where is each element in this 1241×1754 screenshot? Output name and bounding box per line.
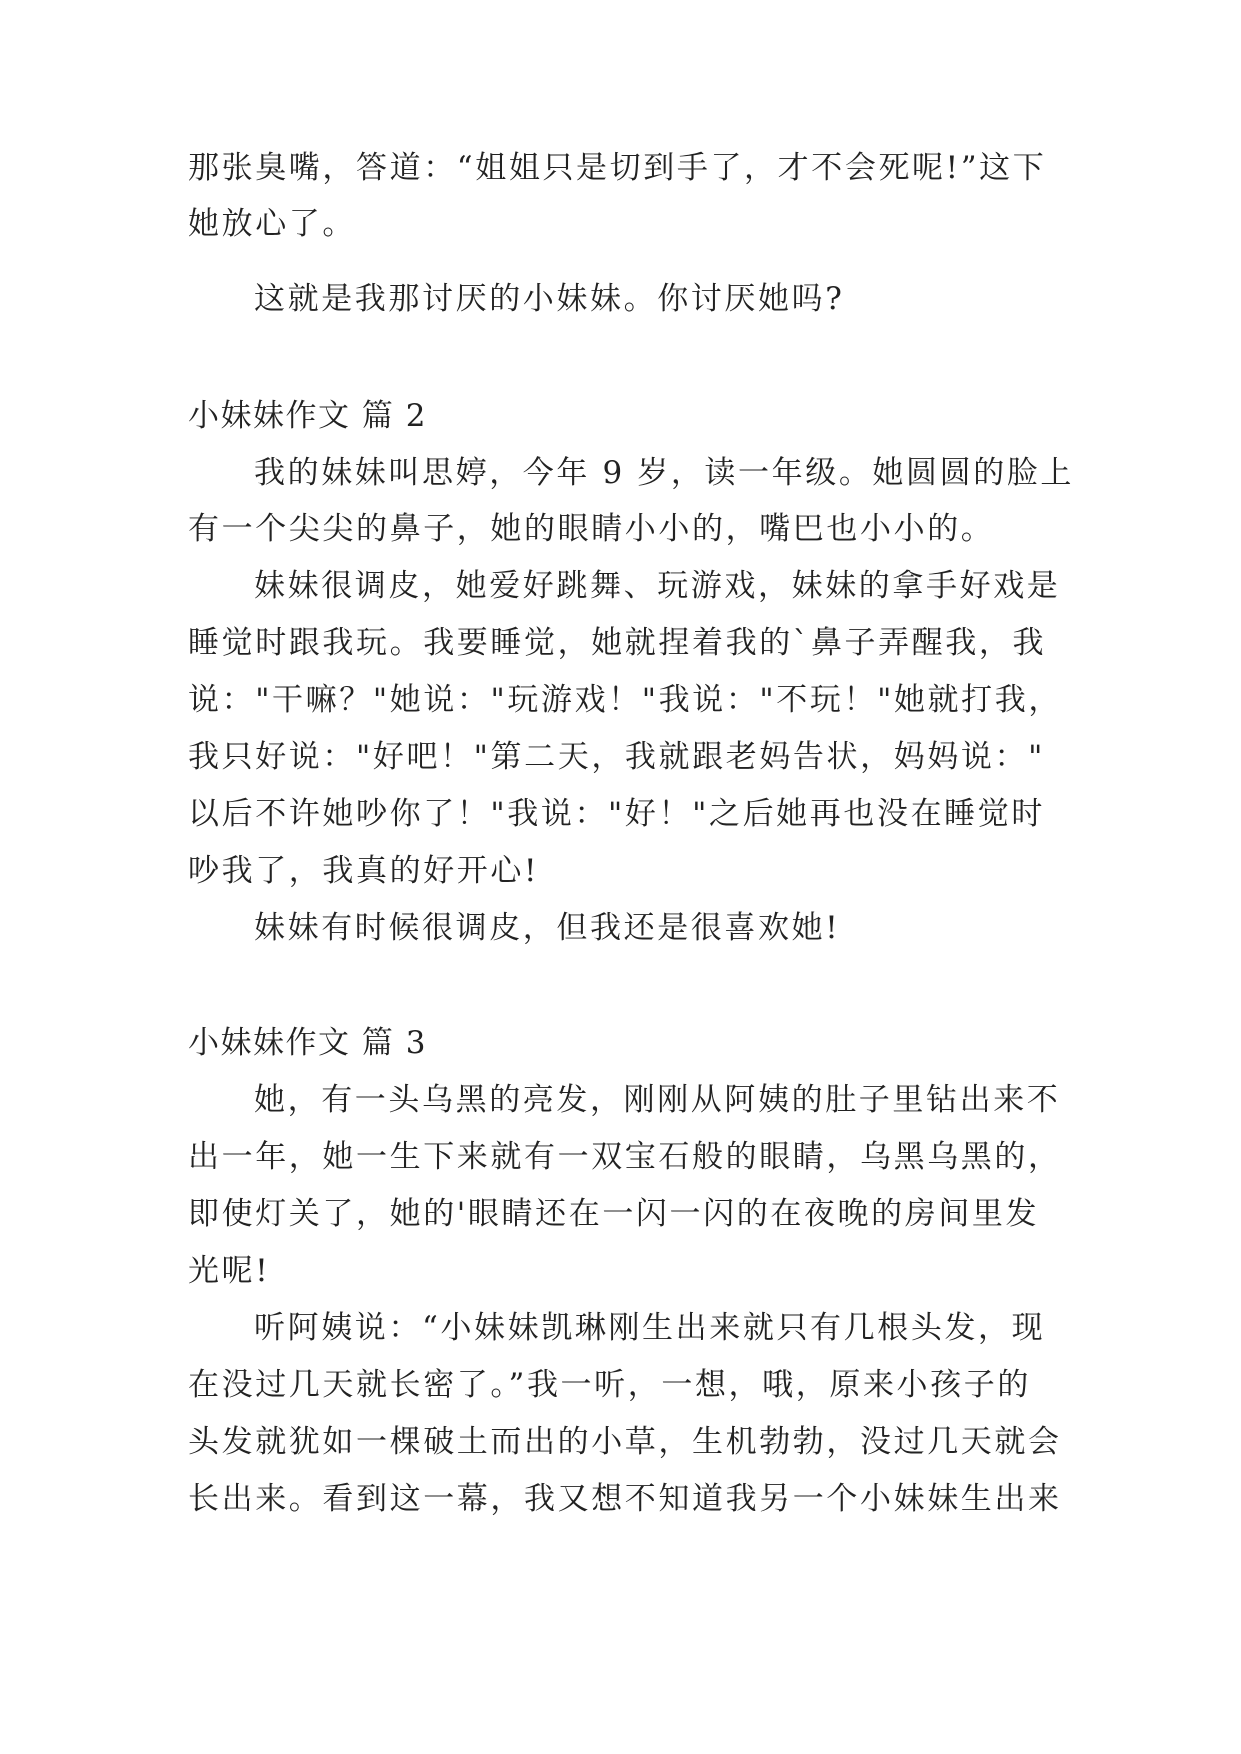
section-heading: 小妹妹作文 篇 2: [188, 398, 427, 434]
text-line: 长出来。看到这一幕，我又想不知道我另一个小妹妹生出来: [188, 1481, 1062, 1517]
text-line: 听阿姨说：“小妹妹凯琳刚生出来就只有几根头发，现: [254, 1310, 1046, 1346]
text-line: 妹妹有时候很调皮，但我还是很喜欢她!: [254, 910, 841, 946]
text-line: 吵我了，我真的好开心!: [188, 853, 540, 889]
text-line: 出一年，她一生下来就有一双宝石般的眼睛，乌黑乌黑的，: [188, 1139, 1062, 1175]
text-line: 在没过几天就长密了。”我一听，一想，哦，原来小孩子的: [188, 1367, 1031, 1403]
text-line: 我的妹妹叫思婷，今年 9 岁，读一年级。她圆圆的脸上: [254, 455, 1075, 491]
text-line: 头发就犹如一棵破土而出的小草，生机勃勃，没过几天就会: [188, 1424, 1062, 1460]
text-line: 说："干嘛？"她说："玩游戏！"我说："不玩！"她就打我，: [188, 682, 1062, 718]
text-line: 她，有一头乌黑的亮发，刚刚从阿姨的肚子里钻出来不: [254, 1082, 1061, 1118]
text-line: 她放心了。: [188, 206, 356, 242]
text-line: 以后不许她吵你了！"我说："好！"之后她再也没在睡觉时: [188, 796, 1045, 832]
text-line: 有一个尖尖的鼻子，她的眼睛小小的，嘴巴也小小的。: [188, 511, 995, 547]
section-heading: 小妹妹作文 篇 3: [188, 1025, 427, 1061]
text-line: 这就是我那讨厌的小妹妹。你讨厌她吗?: [254, 281, 845, 317]
text-line: 我只好说："好吧！"第二天，我就跟老妈告状，妈妈说：": [188, 739, 1045, 775]
text-line: 即使灯关了，她的'眼睛还在一闪一闪的在夜晚的房间里发: [188, 1196, 1040, 1232]
text-line: 那张臭嘴，答道：“姐姐只是切到手了，才不会死呢!”这下: [188, 150, 1047, 186]
text-line: 光呢!: [188, 1253, 271, 1289]
text-line: 妹妹很调皮，她爱好跳舞、玩游戏，妹妹的拿手好戏是: [254, 568, 1061, 604]
text-line: 睡觉时跟我玩。我要睡觉，她就捏着我的`鼻子弄醒我，我: [188, 625, 1047, 661]
